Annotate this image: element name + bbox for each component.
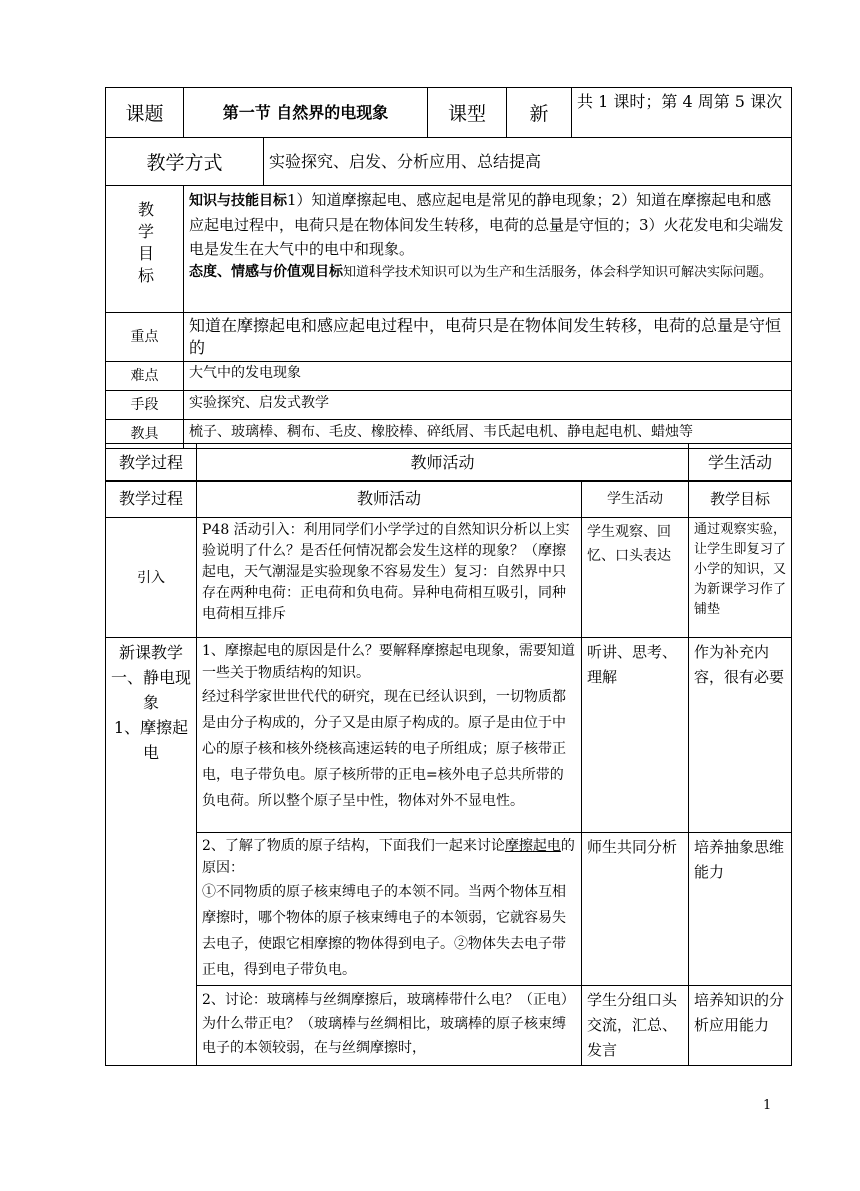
goals-content: [184, 186, 792, 313]
process-col-process: 教学过程: [106, 481, 197, 518]
lesson-header-table: [105, 87, 792, 449]
means-label: 手段: [106, 391, 184, 420]
part2-teacher-intro-pre: 2、了解了物质的原子结构，下面我们一起来讨论: [202, 838, 505, 854]
part3-goal: 培养知识的分析应用能力: [689, 986, 792, 1066]
process-col-goal: 教学目标: [689, 481, 792, 518]
part2-teacher-intro-post: 的原因：: [202, 838, 575, 876]
intro-student: 学生观察、回忆、口头表达: [582, 518, 689, 638]
part2-teacher: [197, 833, 582, 986]
attitude-goal: [189, 261, 786, 284]
tools-text: 梳子、玻璃棒、稠布、毛皮、橡胶棒、碎纸屑、韦氏起电机、静电起电机、蜡烛等: [184, 420, 792, 449]
process-header-student: 学生活动: [689, 444, 792, 482]
lesson-schedule: 共 1 课时；第 4 周第 5 课次: [572, 88, 792, 138]
goals-label-text: 教学目标: [135, 201, 155, 289]
part2-teacher-intro-underlined: 摩擦起电: [504, 838, 561, 854]
part2-teacher-intro: [202, 835, 576, 879]
process-col-teacher: 教师活动: [197, 481, 582, 518]
knowledge-goal-title: 知识与技能目标: [189, 193, 287, 209]
part1-goal: 作为补充内容，很有必要: [689, 638, 792, 833]
knowledge-goal: [189, 188, 786, 261]
knowledge-goal-text: 1）知道摩擦起电、感应起电是常见的静电现象；2）知道在摩擦起电和感应起电过程中，电荷只是在物体间发生转移，电荷的总量是守恒的；3）火花发电和尖端发电是发生在大气中的电中和现象。: [189, 191, 784, 258]
method-label: 教学方式: [106, 138, 264, 186]
intro-teacher: P48 活动引入：利用同学们小学学过的自然知识分析以上实验说明了什么？是否任何情况都会发生这样的现象？（摩擦起电，天气潮湿是实验现象不容易发生）复习：自然界中只存在两种电荷：正电荷和负电荷。异种电荷相互吸引，同种电荷相互排斥: [197, 518, 582, 638]
difficult-point-text: 大气中的发电现象: [184, 362, 792, 391]
process-table: [105, 480, 792, 1066]
part1-teacher-intro: 1、摩擦起电的原因是什么？要解释摩擦起电现象，需要知道一些关于物质结构的知识。: [202, 643, 575, 681]
part1-teacher: [197, 638, 582, 833]
key-point-label: 重点: [106, 313, 184, 362]
key-point-text: 知道在摩擦起电和感应起电过程中，电荷只是在物体间发生转移，电荷的总量是守恒的: [184, 313, 792, 362]
difficult-point-label: 难点: [106, 362, 184, 391]
part2-goal: 培养抽象思维能力: [689, 833, 792, 986]
process-header-process: 教学过程: [106, 444, 197, 482]
page-number-text: 1: [763, 1098, 772, 1113]
intro-stage: 引入: [106, 518, 197, 638]
goals-label: [106, 186, 184, 313]
tools-label: 教具: [106, 420, 184, 449]
type-label: 课型: [428, 88, 507, 138]
means-text: 实验探究、启发式教学: [184, 391, 792, 420]
process-header-teacher: 教师活动: [197, 444, 689, 482]
process-header-table: [105, 443, 792, 482]
new-lesson-stage: 新课教学 一、静电现象 1、摩擦起电: [106, 638, 197, 1066]
part3-teacher: 2、讨论：玻璃棒与丝绸摩擦后，玻璃棒带什么电？（正电）为什么带正电？（玻璃棒与丝绸相比，玻璃棒的原子核束缚电子的本领较弱，在与丝绸摩擦时，: [197, 986, 582, 1066]
part1-student: 听讲、思考、理解: [582, 638, 689, 833]
lesson-topic: 第一节 自然界的电现象: [184, 88, 428, 138]
part2-teacher-body: ①不同物质的原子核束缚电子的本领不同。当两个物体互相摩擦时，哪个物体的原子核束缚电子的本领弱，它就容易失去电子，使跟它相摩擦的物体得到电子。②物体失去电子带正电，得到电子带负电。: [202, 884, 566, 978]
part2-student: 师生共同分析: [582, 833, 689, 986]
part1-teacher-body: 经过科学家世世代代的研究，现在已经认识到，一切物质都是由分子构成的，分子又是由原子构成的。原子是由位于中心的原子核和核外绕核高速运转的电子所组成；原子核带正电，电子带负电。原子核所带的正电=核外电子总共所带的负电荷。所以整个原子呈中性，物体对外不显电性。: [202, 689, 566, 809]
part3-student: 学生分组口头交流，汇总、发言: [582, 986, 689, 1066]
process-col-student: 学生活动: [582, 481, 689, 518]
attitude-goal-title: 态度、情感与价值观目标: [189, 264, 343, 280]
attitude-goal-text: 知道科学技术知识可以为生产和生活服务，体会科学知识可解决实际问题。: [343, 265, 773, 280]
lesson-type: 新: [507, 88, 572, 138]
teaching-method: 实验探究、启发、分析应用、总结提高: [264, 138, 792, 186]
topic-label: 课题: [106, 88, 184, 138]
intro-goal: 通过观察实验，让学生即复习了小学的知识，又为新课学习作了铺垫: [689, 518, 792, 638]
